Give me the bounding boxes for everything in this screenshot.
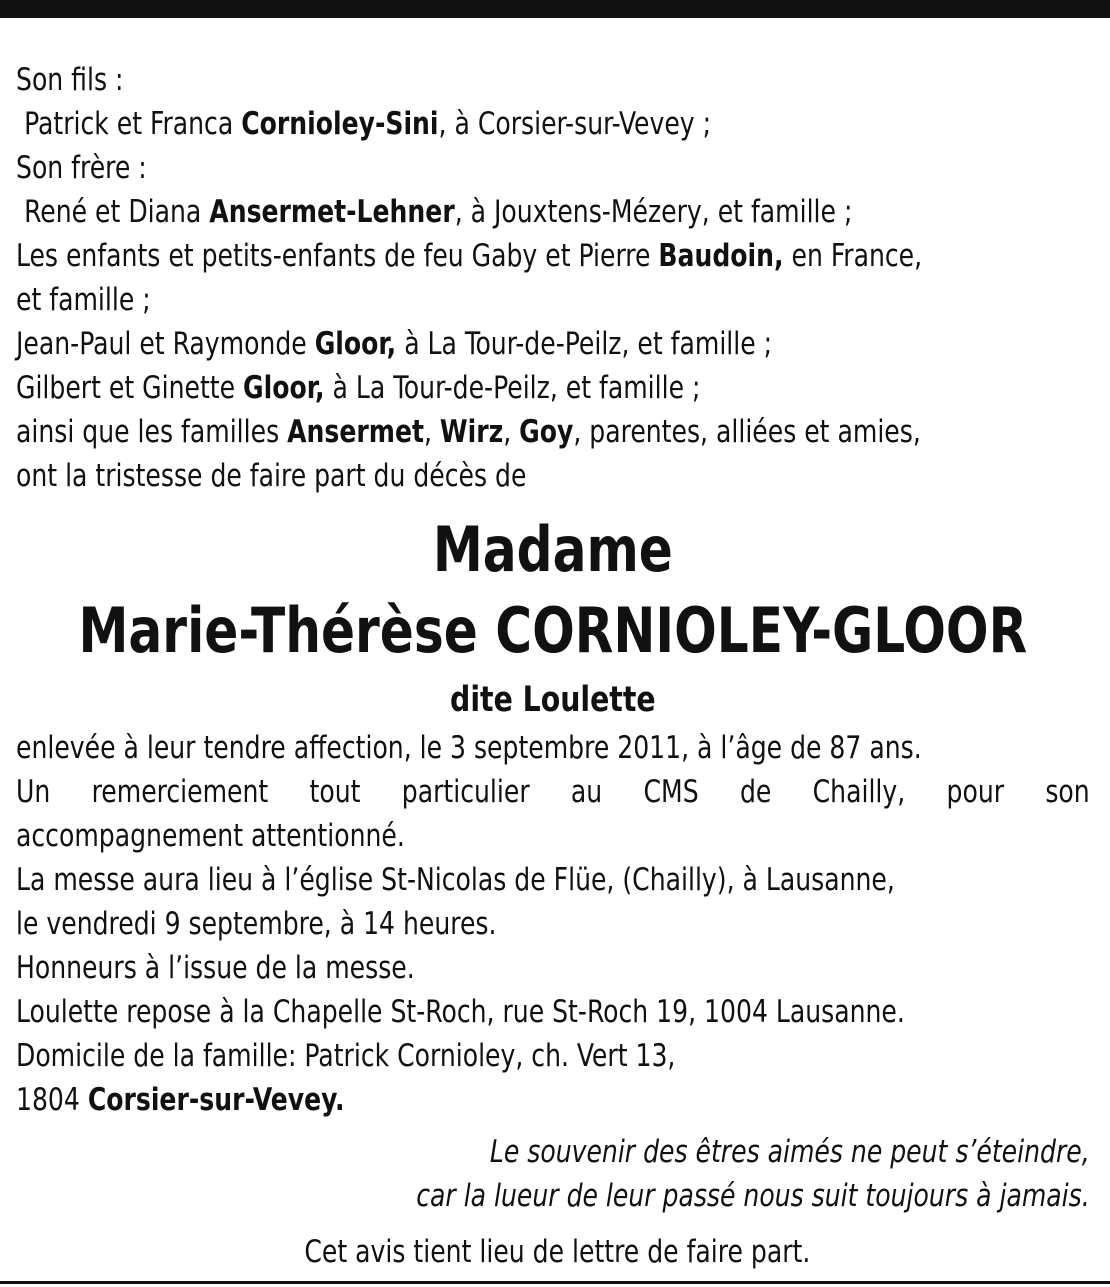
son-line-text: Patrick et Franca bbox=[24, 106, 242, 142]
death-notice bbox=[16, 58, 1090, 1274]
detail-line-thanks-continued: accompagnement attentionné. bbox=[16, 818, 405, 854]
brother-heading: Son frère : bbox=[16, 150, 147, 186]
son-heading: Son fils : bbox=[16, 62, 124, 98]
son-surname: Cornioley-Sini bbox=[241, 106, 439, 142]
postcode: 1804 bbox=[16, 1082, 88, 1118]
gilbert-line bbox=[16, 366, 1090, 410]
detail-line-thanks: Un remerciement tout particulier au CMS de Chailly, pour son bbox=[16, 774, 1090, 810]
families-separator: , bbox=[423, 414, 440, 450]
gilbert-line-place: à La Tour-de-Peilz, et famille ; bbox=[324, 370, 701, 406]
ansermet-surname: Ansermet bbox=[287, 414, 424, 450]
son-line-place: , à Corsier-sur-Vevey ; bbox=[438, 106, 712, 142]
children-line-continued: et famille ; bbox=[16, 282, 151, 318]
bottom-border-rule bbox=[0, 1281, 1110, 1284]
families-line-text: ainsi que les familles bbox=[16, 414, 288, 450]
quote-line-1: Le souvenir des êtres aimés ne peut s’éteindre, bbox=[489, 1134, 1090, 1170]
brother-line-place: , à Jouxtens-Mézery, et famille ; bbox=[454, 194, 853, 230]
deceased-salutation: Madame bbox=[432, 513, 673, 586]
deceased-name: Marie-Thérèse CORNIOLEY-GLOOR bbox=[78, 594, 1028, 667]
son-line bbox=[16, 102, 1090, 146]
families-line-end: , parentes, alliées et amies, bbox=[573, 414, 921, 450]
jeanpaul-surname: Gloor, bbox=[314, 326, 397, 362]
quote-line-2: car la lueur de leur passé nous suit toujours à jamais. bbox=[416, 1178, 1090, 1214]
children-line bbox=[16, 234, 1090, 278]
families-line bbox=[16, 410, 1090, 454]
domicile-town: Corsier-sur-Vevey. bbox=[87, 1082, 345, 1118]
wirz-surname: Wirz bbox=[439, 414, 504, 450]
detail-line-chapel: Loulette repose à la Chapelle St-Roch, rue St-Roch 19, 1004 Lausanne. bbox=[16, 994, 905, 1030]
detail-line-mass: La messe aura lieu à l’église St-Nicolas de Flüe, (Chailly), à Lausanne, bbox=[16, 862, 895, 898]
gilbert-surname: Gloor, bbox=[243, 370, 325, 406]
announce-line: ont la tristesse de faire part du décès de bbox=[16, 458, 527, 494]
top-border-rule bbox=[0, 0, 1110, 18]
families-separator: , bbox=[503, 414, 520, 450]
jeanpaul-line bbox=[16, 322, 1090, 366]
detail-line-mass-date: le vendredi 9 septembre, à 14 heures. bbox=[16, 906, 497, 942]
brother-surname: Ansermet-Lehner bbox=[209, 194, 455, 230]
deceased-nickname: dite Loulette bbox=[450, 680, 656, 720]
closing-note: Cet avis tient lieu de lettre de faire part. bbox=[304, 1234, 811, 1270]
brother-line-text: René et Diana bbox=[24, 194, 210, 230]
baudoin-surname: Baudoin, bbox=[658, 238, 784, 274]
children-line-place: en France, bbox=[783, 238, 923, 274]
children-line-text: Les enfants et petits-enfants de feu Gaby et Pierre bbox=[16, 238, 659, 274]
jeanpaul-line-place: à La Tour-de-Peilz, et famille ; bbox=[396, 326, 773, 362]
goy-surname: Goy bbox=[519, 414, 574, 450]
gilbert-line-text: Gilbert et Ginette bbox=[16, 370, 244, 406]
detail-line-honours: Honneurs à l’issue de la messe. bbox=[16, 950, 415, 986]
detail-line-death: enlevée à leur tendre affection, le 3 septembre 2011, à l’âge de 87 ans. bbox=[16, 730, 922, 766]
brother-line bbox=[16, 190, 1090, 234]
detail-line-domicile: Domicile de la famille: Patrick Cornioley, ch. Vert 13, bbox=[16, 1038, 676, 1074]
jeanpaul-line-text: Jean-Paul et Raymonde bbox=[16, 326, 315, 362]
detail-line-postcode bbox=[16, 1078, 1090, 1122]
